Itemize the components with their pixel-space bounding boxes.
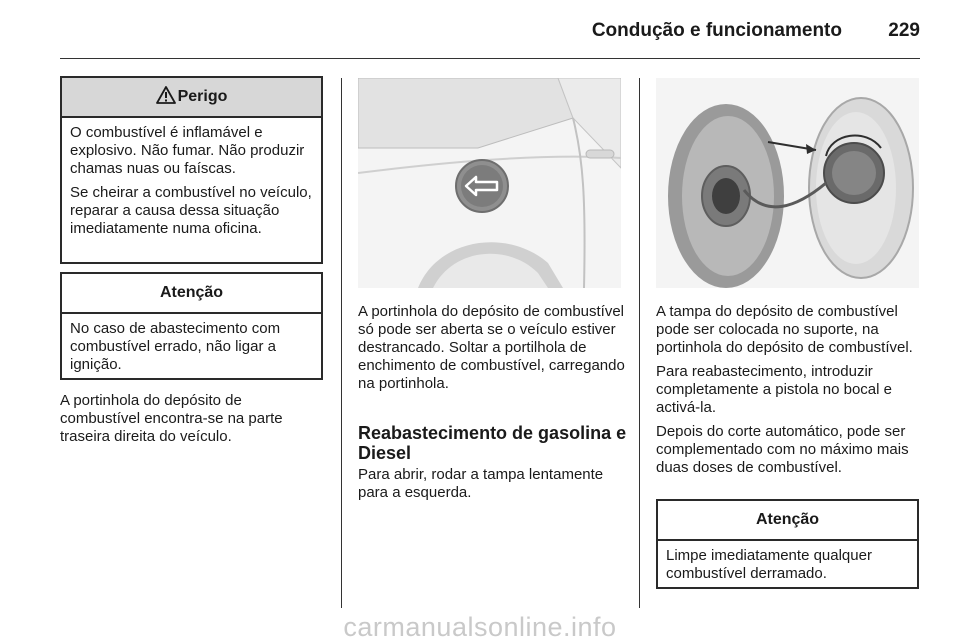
body-paragraph: Depois do corte automático, pode ser complementado com no máximo mais duas doses de combustível.	[656, 423, 909, 476]
body-paragraph: A portinhola do depósito de combustível só pode ser aberta se o veículo estiver destrancado. Soltar a portilhola de enchimento de combustível, carregando na portinhola.	[358, 303, 625, 392]
danger-paragraph: Se cheirar a combustível no veículo, reparar a causa dessa situação imediatamente numa oficina.	[70, 184, 312, 237]
page-title: Condução e funcionamento	[591, 20, 842, 41]
caution-box	[60, 272, 323, 380]
danger-box	[60, 76, 323, 264]
body-paragraph: Para reabastecimento, introduzir completamente a pistola no bocal e activá-la.	[656, 363, 892, 416]
fuel-flap-opening-text	[358, 303, 628, 399]
page-header	[60, 20, 920, 44]
fuel-cap-illustration	[656, 78, 919, 288]
warning-icon	[156, 86, 176, 109]
caution-box-header: Atenção	[658, 501, 917, 541]
section-heading: Reabastecimento de gasolina e Diesel	[358, 423, 627, 463]
column-divider	[639, 78, 640, 608]
body-paragraph: Para abrir, rodar a tampa lentamente para a esquerda.	[358, 466, 604, 501]
page-number: 229	[888, 20, 920, 41]
caution-box-header: Atenção	[62, 274, 321, 314]
danger-paragraph: O combustível é inflamável e explosivo. Não fumar. Não produzir chamas nuas ou faíscas.	[70, 124, 305, 177]
caution-text: No caso de abastecimento com combustível errado, não ligar a ignição.	[70, 320, 281, 373]
danger-box-header	[62, 78, 321, 118]
danger-box-body	[62, 118, 321, 246]
fuel-cap-text	[656, 303, 926, 483]
watermark: carmanualsonline.info	[343, 612, 617, 642]
fuel-flap-location-text	[60, 392, 325, 452]
column-divider	[341, 78, 342, 608]
header-rule	[60, 58, 920, 59]
caution-box-body	[62, 314, 321, 382]
caution-text: Limpe imediatamente qualquer combustível derramado.	[666, 547, 872, 582]
body-paragraph: A tampa do depósito de combustível pode ser colocada no suporte, na portinhola do depósito de combustível.	[656, 303, 913, 356]
refuel-instruction-text	[358, 466, 628, 508]
caution-box	[656, 499, 919, 589]
caution-box-body	[658, 541, 917, 591]
danger-box-title: Perigo	[177, 88, 228, 105]
fuel-flap-car-illustration	[358, 78, 621, 288]
body-paragraph: A portinhola do depósito de combustível encontra-se na parte traseira direita do veículo.	[60, 392, 283, 445]
